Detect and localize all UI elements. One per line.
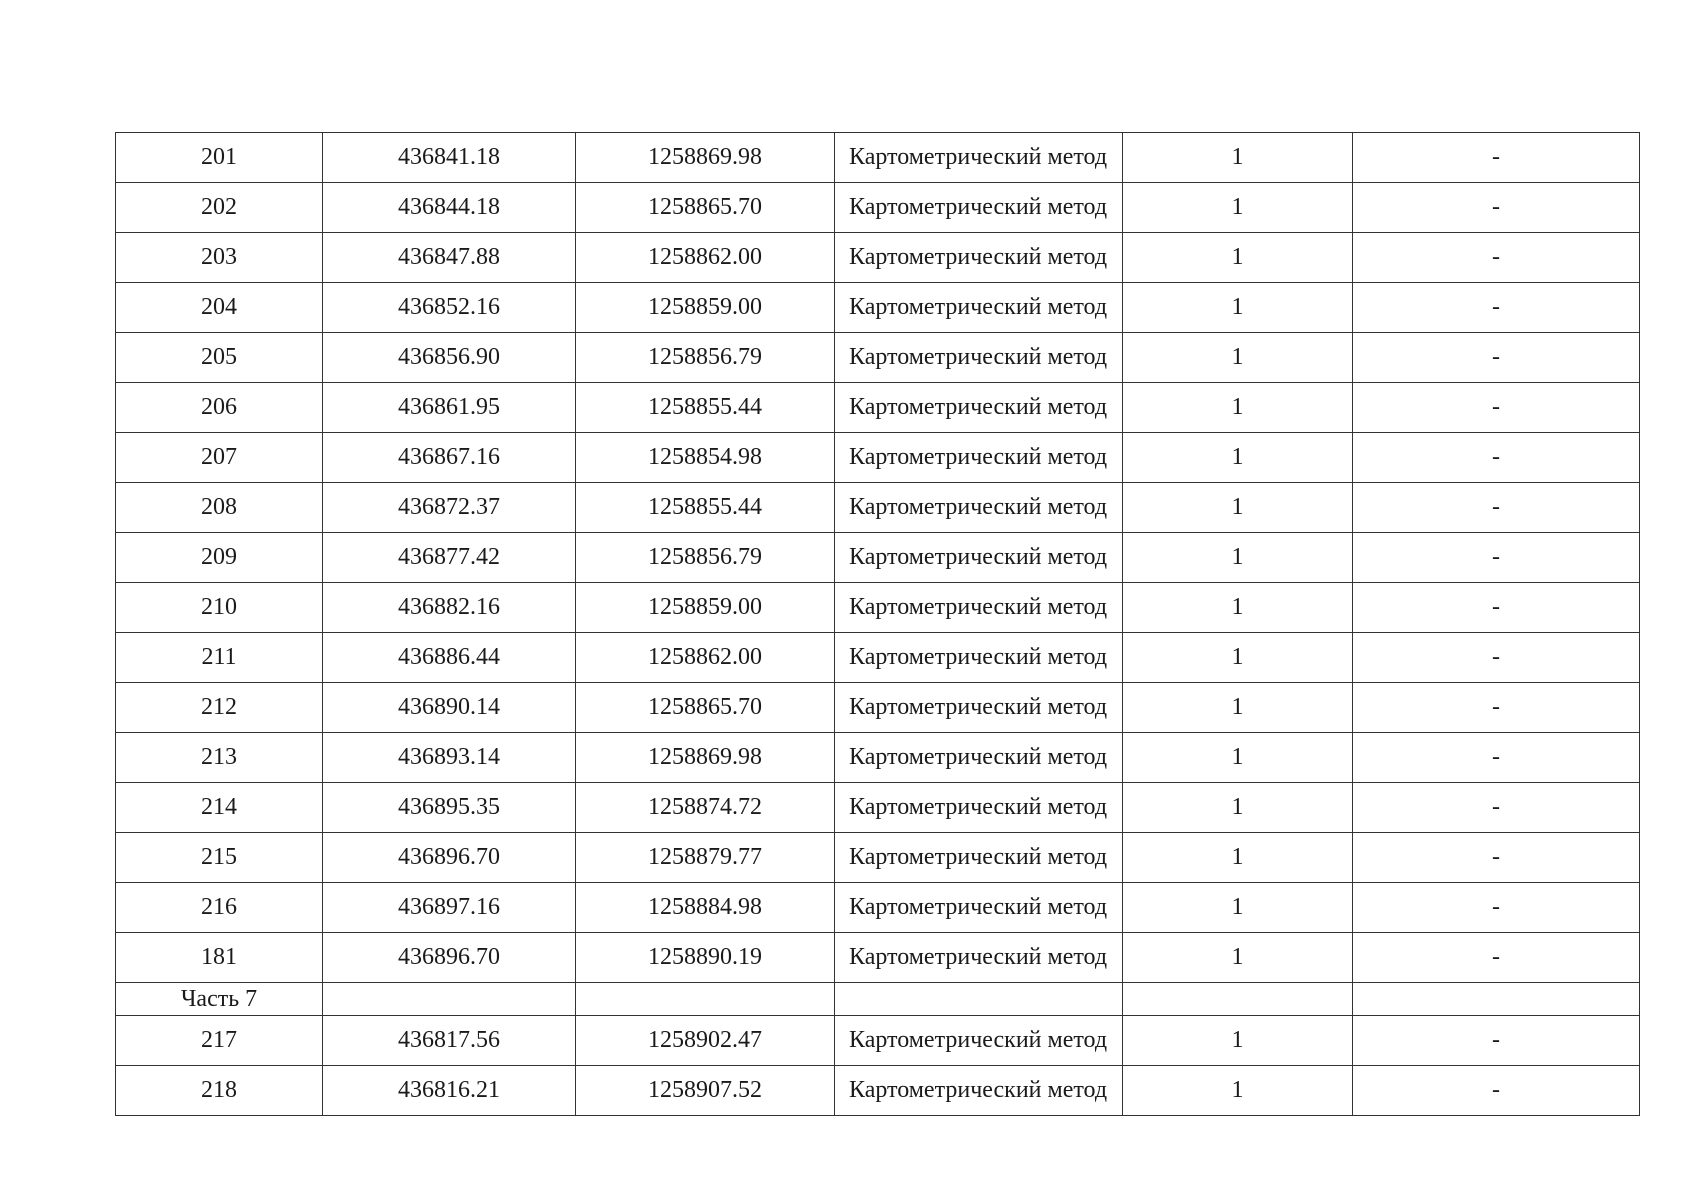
method-cell: Картометрический метод xyxy=(835,1016,1123,1066)
point-number-cell: 209 xyxy=(116,533,323,583)
x-coordinate-cell: 436861.95 xyxy=(323,383,576,433)
y-coordinate-cell: 1258855.44 xyxy=(576,383,835,433)
x-coordinate-cell: 436886.44 xyxy=(323,633,576,683)
table-row xyxy=(116,283,1640,333)
empty-cell xyxy=(1123,983,1353,1016)
note-cell: - xyxy=(1353,133,1640,183)
point-number-cell: 181 xyxy=(116,933,323,983)
point-number-cell: 214 xyxy=(116,783,323,833)
x-coordinate-cell: 436872.37 xyxy=(323,483,576,533)
y-coordinate-cell: 1258902.47 xyxy=(576,1016,835,1066)
table-row xyxy=(116,883,1640,933)
x-coordinate-cell: 436897.16 xyxy=(323,883,576,933)
method-cell: Картометрический метод xyxy=(835,833,1123,883)
point-number-cell: 208 xyxy=(116,483,323,533)
empty-cell xyxy=(576,983,835,1016)
note-cell: - xyxy=(1353,333,1640,383)
x-coordinate-cell: 436893.14 xyxy=(323,733,576,783)
y-coordinate-cell: 1258865.70 xyxy=(576,683,835,733)
table-row xyxy=(116,383,1640,433)
accuracy-cell: 1 xyxy=(1123,1066,1353,1116)
x-coordinate-cell: 436816.21 xyxy=(323,1066,576,1116)
table-row xyxy=(116,1016,1640,1066)
x-coordinate-cell: 436841.18 xyxy=(323,133,576,183)
y-coordinate-cell: 1258862.00 xyxy=(576,633,835,683)
accuracy-cell: 1 xyxy=(1123,783,1353,833)
note-cell: - xyxy=(1353,383,1640,433)
table-row xyxy=(116,133,1640,183)
y-coordinate-cell: 1258856.79 xyxy=(576,333,835,383)
point-number-cell: 217 xyxy=(116,1016,323,1066)
table-row xyxy=(116,583,1640,633)
accuracy-cell: 1 xyxy=(1123,583,1353,633)
point-number-cell: 211 xyxy=(116,633,323,683)
x-coordinate-cell: 436844.18 xyxy=(323,183,576,233)
table-row xyxy=(116,233,1640,283)
accuracy-cell: 1 xyxy=(1123,833,1353,883)
table-row xyxy=(116,733,1640,783)
point-number-cell: 218 xyxy=(116,1066,323,1116)
note-cell: - xyxy=(1353,733,1640,783)
point-number-cell: 215 xyxy=(116,833,323,883)
x-coordinate-cell: 436847.88 xyxy=(323,233,576,283)
accuracy-cell: 1 xyxy=(1123,733,1353,783)
method-cell: Картометрический метод xyxy=(835,633,1123,683)
empty-cell xyxy=(323,983,576,1016)
point-number-cell: 207 xyxy=(116,433,323,483)
method-cell: Картометрический метод xyxy=(835,583,1123,633)
note-cell: - xyxy=(1353,483,1640,533)
note-cell: - xyxy=(1353,883,1640,933)
accuracy-cell: 1 xyxy=(1123,683,1353,733)
method-cell: Картометрический метод xyxy=(835,883,1123,933)
x-coordinate-cell: 436877.42 xyxy=(323,533,576,583)
point-number-cell: 216 xyxy=(116,883,323,933)
accuracy-cell: 1 xyxy=(1123,183,1353,233)
note-cell: - xyxy=(1353,233,1640,283)
accuracy-cell: 1 xyxy=(1123,933,1353,983)
point-number-cell: 202 xyxy=(116,183,323,233)
note-cell: - xyxy=(1353,283,1640,333)
y-coordinate-cell: 1258856.79 xyxy=(576,533,835,583)
empty-cell xyxy=(1353,983,1640,1016)
y-coordinate-cell: 1258862.00 xyxy=(576,233,835,283)
table-row xyxy=(116,433,1640,483)
accuracy-cell: 1 xyxy=(1123,533,1353,583)
y-coordinate-cell: 1258865.70 xyxy=(576,183,835,233)
y-coordinate-cell: 1258869.98 xyxy=(576,733,835,783)
table-row xyxy=(116,933,1640,983)
method-cell: Картометрический метод xyxy=(835,533,1123,583)
method-cell: Картометрический метод xyxy=(835,1066,1123,1116)
method-cell: Картометрический метод xyxy=(835,933,1123,983)
coordinates-table xyxy=(115,132,1640,1116)
note-cell: - xyxy=(1353,783,1640,833)
note-cell: - xyxy=(1353,683,1640,733)
accuracy-cell: 1 xyxy=(1123,133,1353,183)
y-coordinate-cell: 1258855.44 xyxy=(576,483,835,533)
y-coordinate-cell: 1258907.52 xyxy=(576,1066,835,1116)
y-coordinate-cell: 1258859.00 xyxy=(576,283,835,333)
method-cell: Картометрический метод xyxy=(835,183,1123,233)
y-coordinate-cell: 1258884.98 xyxy=(576,883,835,933)
table-row xyxy=(116,683,1640,733)
note-cell: - xyxy=(1353,833,1640,883)
note-cell: - xyxy=(1353,1066,1640,1116)
method-cell: Картометрический метод xyxy=(835,683,1123,733)
x-coordinate-cell: 436896.70 xyxy=(323,833,576,883)
y-coordinate-cell: 1258879.77 xyxy=(576,833,835,883)
accuracy-cell: 1 xyxy=(1123,333,1353,383)
x-coordinate-cell: 436896.70 xyxy=(323,933,576,983)
accuracy-cell: 1 xyxy=(1123,883,1353,933)
point-number-cell: 204 xyxy=(116,283,323,333)
section-header-row xyxy=(116,983,1640,1016)
method-cell: Картометрический метод xyxy=(835,333,1123,383)
x-coordinate-cell: 436852.16 xyxy=(323,283,576,333)
accuracy-cell: 1 xyxy=(1123,383,1353,433)
x-coordinate-cell: 436895.35 xyxy=(323,783,576,833)
note-cell: - xyxy=(1353,1016,1640,1066)
x-coordinate-cell: 436890.14 xyxy=(323,683,576,733)
table-row xyxy=(116,483,1640,533)
point-number-cell: 210 xyxy=(116,583,323,633)
table-row xyxy=(116,633,1640,683)
table-row xyxy=(116,833,1640,883)
point-number-cell: 201 xyxy=(116,133,323,183)
table-row xyxy=(116,783,1640,833)
point-number-cell: 213 xyxy=(116,733,323,783)
accuracy-cell: 1 xyxy=(1123,433,1353,483)
accuracy-cell: 1 xyxy=(1123,483,1353,533)
method-cell: Картометрический метод xyxy=(835,383,1123,433)
section-label: Часть 7 xyxy=(116,983,323,1016)
method-cell: Картометрический метод xyxy=(835,483,1123,533)
note-cell: - xyxy=(1353,583,1640,633)
coordinates-table-body xyxy=(116,133,1640,1116)
note-cell: - xyxy=(1353,183,1640,233)
accuracy-cell: 1 xyxy=(1123,233,1353,283)
point-number-cell: 212 xyxy=(116,683,323,733)
table-row xyxy=(116,333,1640,383)
note-cell: - xyxy=(1353,933,1640,983)
table-row xyxy=(116,183,1640,233)
method-cell: Картометрический метод xyxy=(835,733,1123,783)
empty-cell xyxy=(835,983,1123,1016)
accuracy-cell: 1 xyxy=(1123,1016,1353,1066)
y-coordinate-cell: 1258890.19 xyxy=(576,933,835,983)
table-row xyxy=(116,1066,1640,1116)
y-coordinate-cell: 1258854.98 xyxy=(576,433,835,483)
accuracy-cell: 1 xyxy=(1123,283,1353,333)
method-cell: Картометрический метод xyxy=(835,133,1123,183)
y-coordinate-cell: 1258859.00 xyxy=(576,583,835,633)
table-row xyxy=(116,533,1640,583)
y-coordinate-cell: 1258869.98 xyxy=(576,133,835,183)
x-coordinate-cell: 436867.16 xyxy=(323,433,576,483)
point-number-cell: 206 xyxy=(116,383,323,433)
x-coordinate-cell: 436882.16 xyxy=(323,583,576,633)
note-cell: - xyxy=(1353,433,1640,483)
note-cell: - xyxy=(1353,533,1640,583)
y-coordinate-cell: 1258874.72 xyxy=(576,783,835,833)
method-cell: Картометрический метод xyxy=(835,433,1123,483)
accuracy-cell: 1 xyxy=(1123,633,1353,683)
point-number-cell: 203 xyxy=(116,233,323,283)
method-cell: Картометрический метод xyxy=(835,233,1123,283)
x-coordinate-cell: 436817.56 xyxy=(323,1016,576,1066)
x-coordinate-cell: 436856.90 xyxy=(323,333,576,383)
method-cell: Картометрический метод xyxy=(835,283,1123,333)
note-cell: - xyxy=(1353,633,1640,683)
method-cell: Картометрический метод xyxy=(835,783,1123,833)
point-number-cell: 205 xyxy=(116,333,323,383)
